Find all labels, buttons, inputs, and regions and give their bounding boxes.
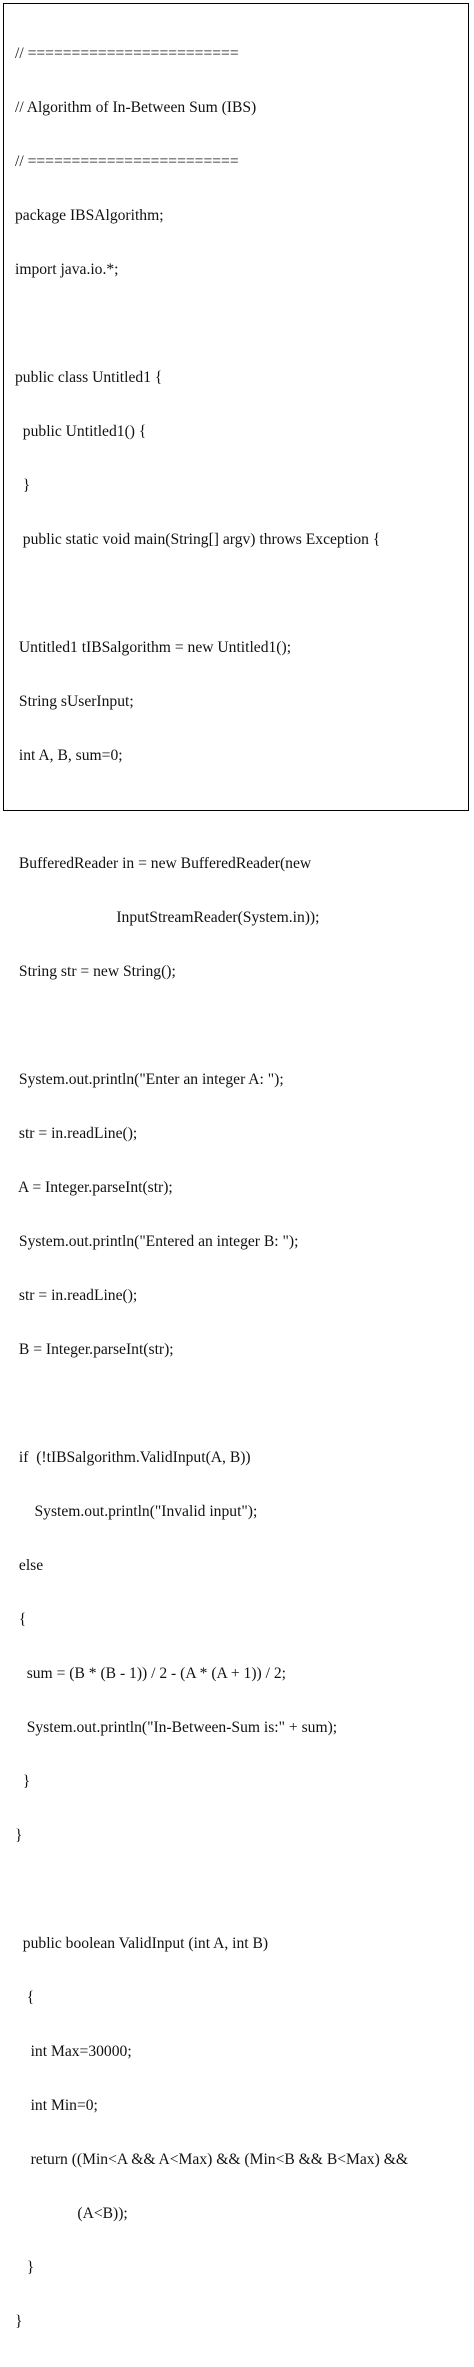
code-line-22: A = Integer.parseInt(str); (15, 1179, 173, 1196)
code-line-30: { (15, 1611, 27, 1628)
code-line-25: B = Integer.parseInt(str); (15, 1341, 174, 1358)
code-line-26 (15, 1395, 408, 1413)
code-line-17: InputStreamReader(System.in)); (15, 909, 320, 926)
code-line-39: int Min=0; (15, 2097, 98, 2114)
code-line-42: } (15, 2259, 35, 2276)
code-line-32: System.out.println("In-Between-Sum is:" + sum); (15, 1719, 338, 1736)
code-line-13: String sUserInput; (15, 693, 134, 710)
code-line-31: sum = (B * (B - 1)) / 2 - (A * (A + 1)) / 2; (15, 1665, 286, 1682)
code-line-40: return ((Min<A && A<Max) && (Min<B && B<Max) && (15, 2151, 408, 2168)
code-line-34: } (15, 1827, 23, 1844)
code-line-16: BufferedReader in = new BufferedReader(new (15, 855, 312, 872)
code-line-11 (15, 585, 408, 603)
code-listing-frame (3, 3, 469, 2330)
code-line-15 (15, 801, 408, 819)
code-line-09: } (15, 477, 31, 494)
code-line-02: // Algorithm of In-Between Sum (IBS) (15, 99, 257, 116)
code-line-23: System.out.println("Entered an integer B: "); (15, 1233, 299, 1250)
code-line-18: String str = new String(); (15, 963, 176, 980)
code-line-01: // ======================== (15, 45, 239, 62)
code-line-36: public boolean ValidInput (int A, int B) (15, 1935, 269, 1952)
code-line-43: } (15, 2313, 23, 2330)
code-line-28: System.out.println("Invalid input"); (15, 1503, 258, 1520)
code-line-05: import java.io.*; (15, 261, 119, 278)
code-line-03: // ======================== (15, 153, 239, 170)
code-line-14: int A, B, sum=0; (15, 747, 123, 764)
code-line-06 (15, 315, 408, 333)
code-line-29: else (15, 1557, 44, 1574)
code-line-37: { (15, 1989, 35, 2006)
code-line-24: str = in.readLine(); (15, 1287, 138, 1304)
code-line-07: public class Untitled1 { (15, 369, 163, 386)
code-line-27: if (!tIBSalgorithm.ValidInput(A, B)) (15, 1449, 251, 1466)
code-line-19 (15, 1017, 408, 1035)
code-line-20: System.out.println("Enter an integer A: "); (15, 1071, 284, 1088)
code-line-33: } (15, 1773, 31, 1790)
code-line-38: int Max=30000; (15, 2043, 132, 2060)
code-line-12: Untitled1 tIBSalgorithm = new Untitled1(); (15, 639, 292, 656)
code-line-35 (15, 1881, 408, 1899)
code-line-21: str = in.readLine(); (15, 1125, 138, 1142)
code-listing (15, 9, 408, 2367)
code-line-08: public Untitled1() { (15, 423, 147, 440)
code-line-10: public static void main(String[] argv) throws Exception { (15, 531, 381, 548)
code-line-04: package IBSAlgorithm; (15, 207, 164, 224)
code-line-41: (A<B)); (15, 2205, 128, 2222)
